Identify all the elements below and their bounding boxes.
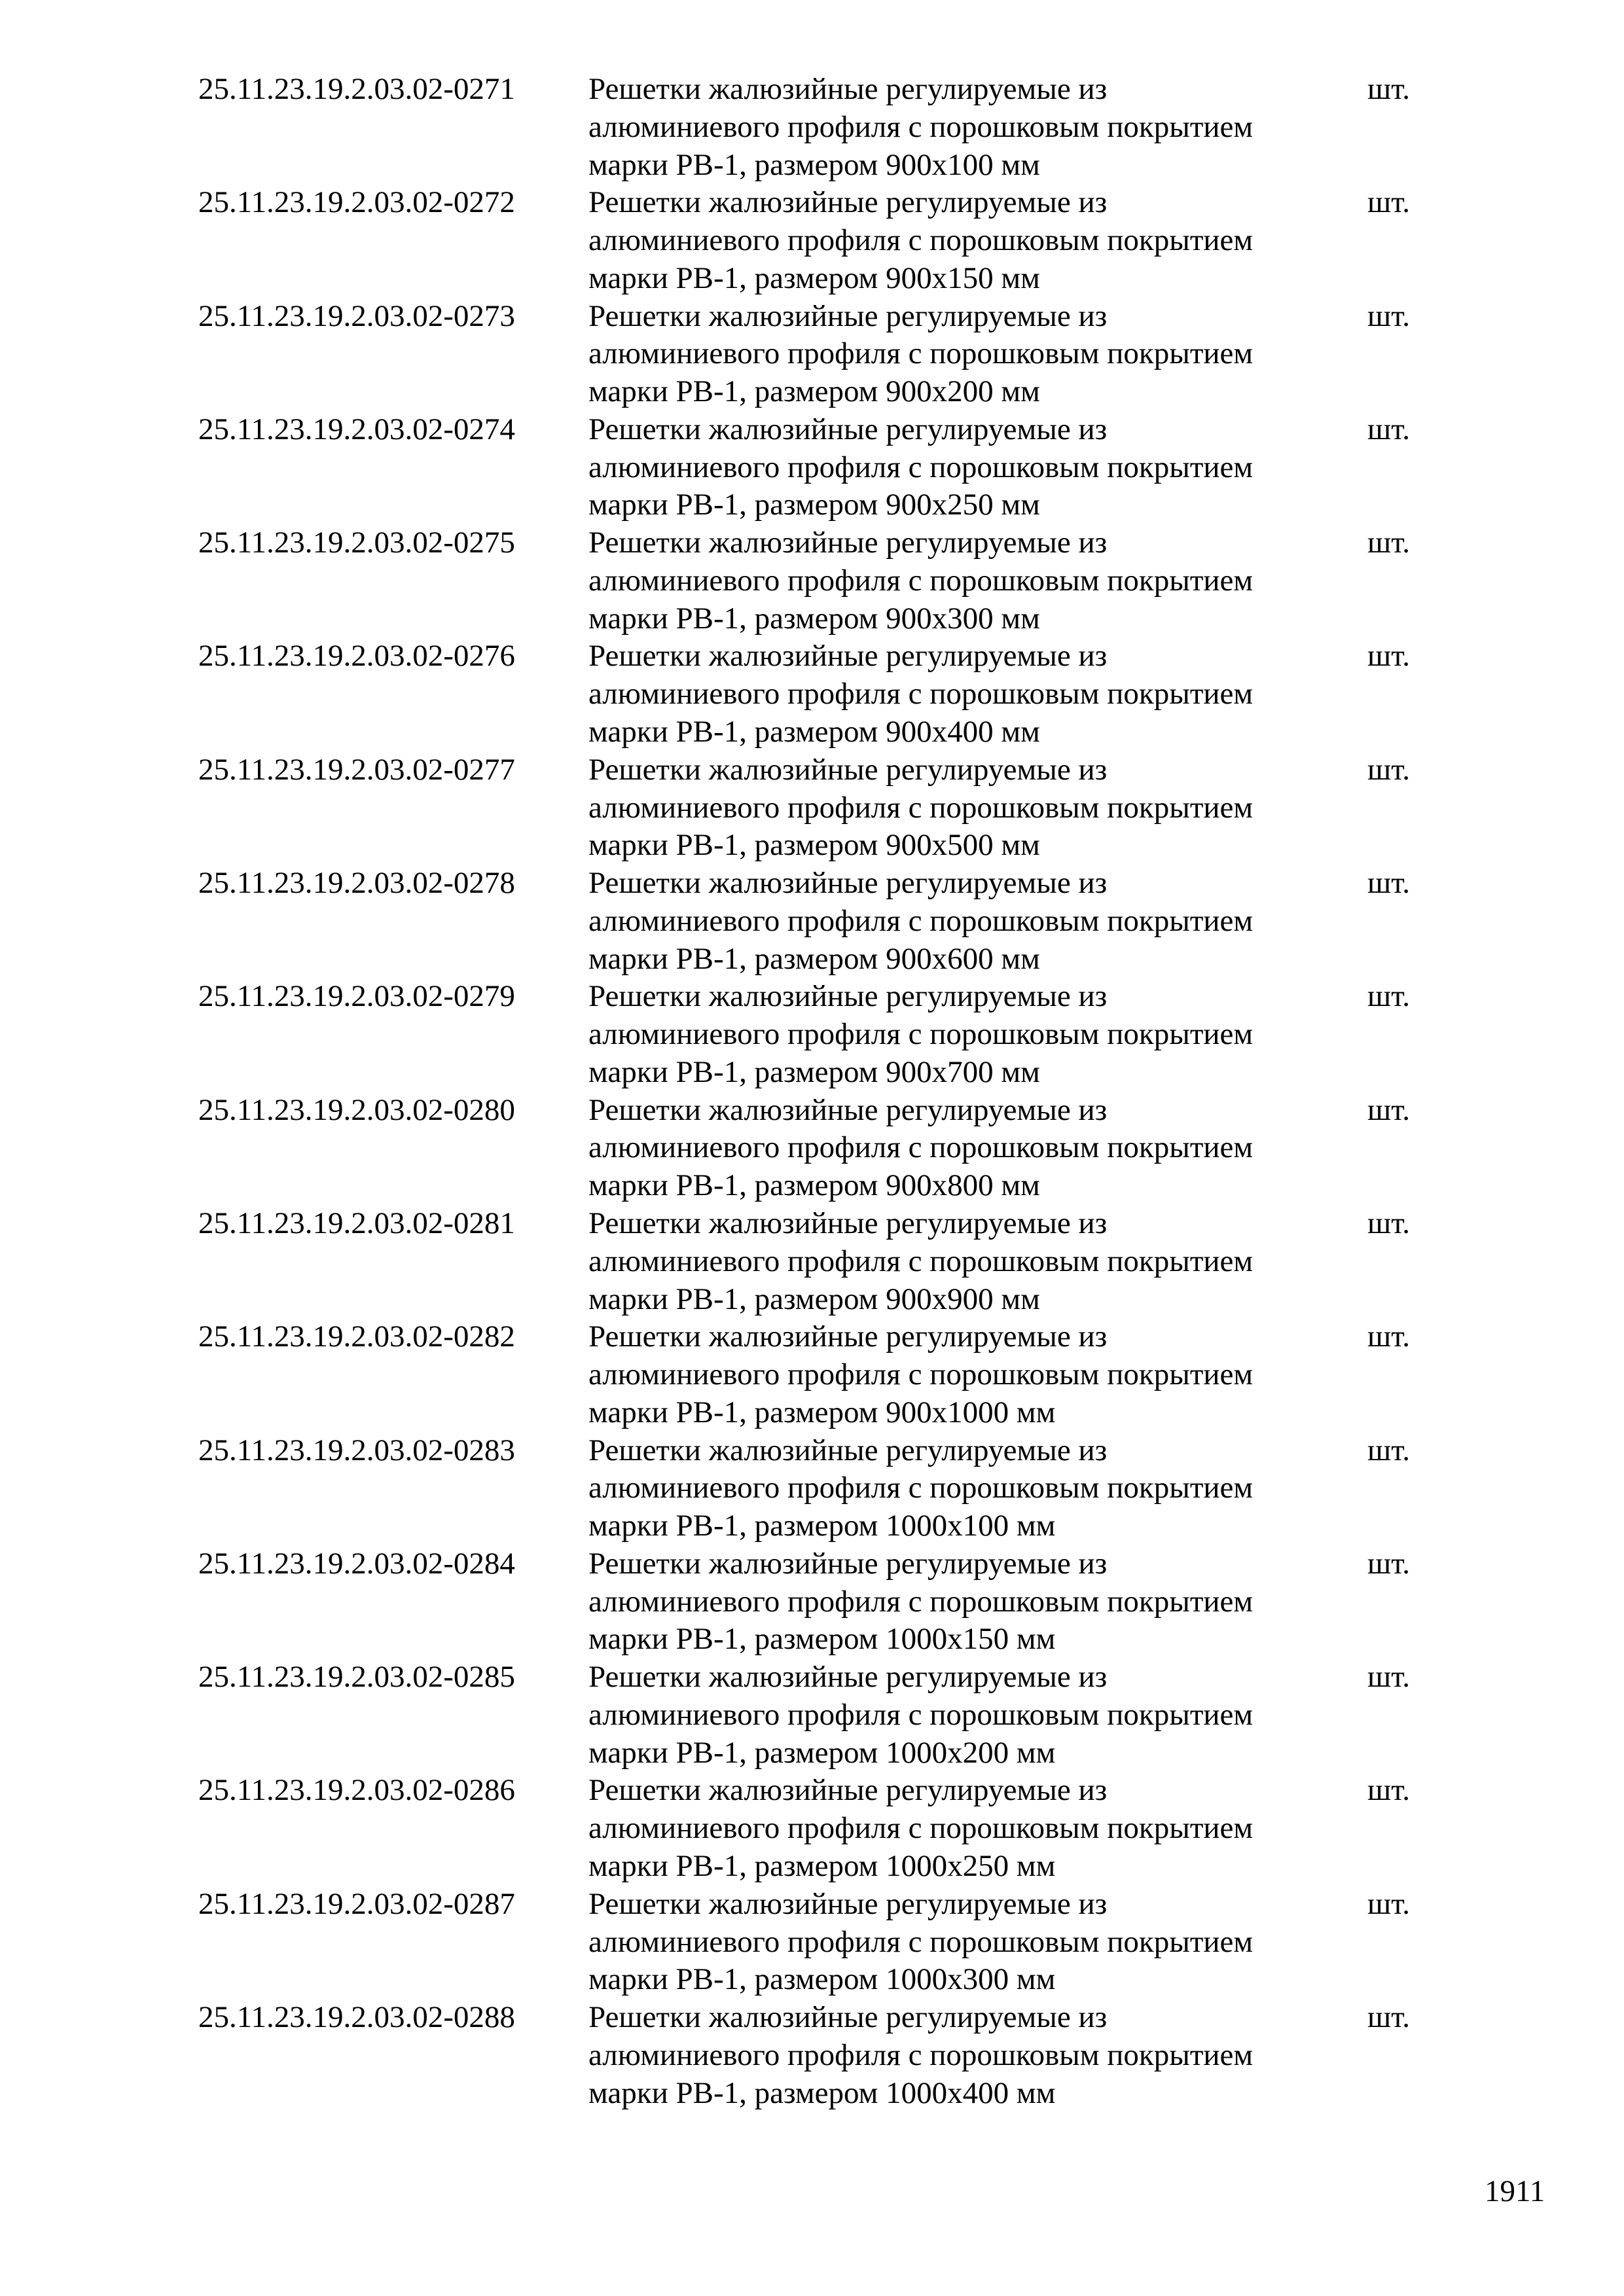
description-line: алюминиевого профиля с порошковым покрытием xyxy=(588,109,1254,144)
description-line: марки РВ-1, размером 1000х400 мм xyxy=(588,2075,1056,2110)
table-row xyxy=(0,1205,1624,1318)
resource-code: 25.11.23.19.2.03.02-0271 xyxy=(198,72,515,106)
resource-description xyxy=(588,1886,1341,1999)
unit-of-measure: шт. xyxy=(1367,866,1410,901)
resource-description xyxy=(588,1318,1341,1431)
description-line: алюминиевого профиля с порошковым покрытием xyxy=(588,1697,1254,1732)
description-line: марки РВ-1, размером 900х400 мм xyxy=(588,715,1040,749)
resource-code: 25.11.23.19.2.03.02-0272 xyxy=(198,185,515,220)
description-line: алюминиевого профиля с порошковым покрытием xyxy=(588,1584,1254,1619)
description-line: алюминиевого профиля с порошковым покрытием xyxy=(588,1244,1254,1278)
resource-code: 25.11.23.19.2.03.02-0278 xyxy=(198,866,515,901)
resource-description xyxy=(588,1545,1341,1659)
resource-code: 25.11.23.19.2.03.02-0281 xyxy=(198,1206,515,1240)
description-line: Решетки жалюзийные регулируемые из xyxy=(588,1433,1108,1467)
description-line: алюминиевого профиля с порошковым покрытием xyxy=(588,1017,1254,1052)
table-row xyxy=(0,1886,1624,1999)
resource-description xyxy=(588,1432,1341,1545)
unit-of-measure: шт. xyxy=(1367,72,1410,106)
resource-description xyxy=(588,524,1341,637)
description-line: Решетки жалюзийные регулируемые из xyxy=(588,979,1108,1014)
resource-description xyxy=(588,637,1341,751)
unit-of-measure: шт. xyxy=(1367,1886,1410,1921)
description-line: марки РВ-1, размером 900х200 мм xyxy=(588,374,1040,409)
description-line: алюминиевого профиля с порошковым покрытием xyxy=(588,1130,1254,1165)
resource-code: 25.11.23.19.2.03.02-0284 xyxy=(198,1546,515,1581)
unit-of-measure: шт. xyxy=(1367,639,1410,673)
description-line: Решетки жалюзийные регулируемые из xyxy=(588,72,1108,106)
price-list-table xyxy=(0,71,1624,2112)
table-row xyxy=(0,1999,1624,2112)
resource-code: 25.11.23.19.2.03.02-0288 xyxy=(198,2000,515,2035)
unit-of-measure: шт. xyxy=(1367,2000,1410,2035)
page-number: 1911 xyxy=(1485,2174,1545,2208)
resource-code: 25.11.23.19.2.03.02-0280 xyxy=(198,1092,515,1127)
resource-code: 25.11.23.19.2.03.02-0277 xyxy=(198,752,515,787)
description-line: марки РВ-1, размером 900х900 мм xyxy=(588,1282,1040,1316)
table-row xyxy=(0,1659,1624,1772)
description-line: алюминиевого профиля с порошковым покрытием xyxy=(588,2037,1254,2072)
description-line: марки РВ-1, размером 1000х100 мм xyxy=(588,1509,1056,1543)
resource-description xyxy=(588,978,1341,1091)
table-row xyxy=(0,637,1624,751)
table-row xyxy=(0,184,1624,297)
description-line: марки РВ-1, размером 1000х300 мм xyxy=(588,1962,1056,1997)
description-line: алюминиевого профиля с порошковым покрытием xyxy=(588,903,1254,938)
table-row xyxy=(0,411,1624,524)
resource-code: 25.11.23.19.2.03.02-0287 xyxy=(198,1886,515,1921)
resource-description xyxy=(588,411,1341,524)
description-line: марки РВ-1, размером 1000х200 мм xyxy=(588,1735,1056,1770)
unit-of-measure: шт. xyxy=(1367,1773,1410,1808)
description-line: марки РВ-1, размером 900х100 мм xyxy=(588,147,1040,182)
description-line: Решетки жалюзийные регулируемые из xyxy=(588,1660,1108,1695)
description-line: Решетки жалюзийные регулируемые из xyxy=(588,412,1108,446)
description-line: марки РВ-1, размером 1000х250 мм xyxy=(588,1849,1056,1884)
description-line: Решетки жалюзийные регулируемые из xyxy=(588,639,1108,673)
description-line: Решетки жалюзийные регулируемые из xyxy=(588,2000,1108,2035)
description-line: Решетки жалюзийные регулируемые из xyxy=(588,1206,1108,1240)
table-row xyxy=(0,978,1624,1091)
description-line: алюминиевого профиля с порошковым покрытием xyxy=(588,677,1254,711)
unit-of-measure: шт. xyxy=(1367,752,1410,787)
resource-code: 25.11.23.19.2.03.02-0273 xyxy=(198,298,515,333)
resource-code: 25.11.23.19.2.03.02-0275 xyxy=(198,526,515,560)
table-row xyxy=(0,1432,1624,1545)
resource-description xyxy=(588,184,1341,297)
unit-of-measure: шт. xyxy=(1367,526,1410,560)
description-line: Решетки жалюзийные регулируемые из xyxy=(588,298,1108,333)
table-row xyxy=(0,71,1624,184)
table-row xyxy=(0,1318,1624,1431)
unit-of-measure: шт. xyxy=(1367,298,1410,333)
description-line: марки РВ-1, размером 900х500 мм xyxy=(588,828,1040,863)
resource-description xyxy=(588,1659,1341,1772)
description-line: марки РВ-1, размером 1000х150 мм xyxy=(588,1622,1056,1657)
table-row xyxy=(0,298,1624,411)
unit-of-measure: шт. xyxy=(1367,185,1410,220)
resource-description xyxy=(588,1772,1341,1885)
description-line: алюминиевого профиля с порошковым покрытием xyxy=(588,1357,1254,1392)
description-line: алюминиевого профиля с порошковым покрытием xyxy=(588,1471,1254,1505)
resource-description xyxy=(588,1092,1341,1205)
description-line: марки РВ-1, размером 900х600 мм xyxy=(588,941,1040,976)
unit-of-measure: шт. xyxy=(1367,1660,1410,1695)
table-row xyxy=(0,1092,1624,1205)
unit-of-measure: шт. xyxy=(1367,1319,1410,1354)
description-line: алюминиевого профиля с порошковым покрытием xyxy=(588,563,1254,598)
table-row xyxy=(0,1772,1624,1885)
description-line: марки РВ-1, размером 900х700 мм xyxy=(588,1054,1040,1089)
description-line: Решетки жалюзийные регулируемые из xyxy=(588,866,1108,901)
description-line: Решетки жалюзийные регулируемые из xyxy=(588,1546,1108,1581)
description-line: Решетки жалюзийные регулируемые из xyxy=(588,752,1108,787)
resource-code: 25.11.23.19.2.03.02-0279 xyxy=(198,979,515,1014)
description-line: Решетки жалюзийные регулируемые из xyxy=(588,526,1108,560)
description-line: Решетки жалюзийные регулируемые из xyxy=(588,1886,1108,1921)
description-line: Решетки жалюзийные регулируемые из xyxy=(588,1773,1108,1808)
resource-code: 25.11.23.19.2.03.02-0286 xyxy=(198,1773,515,1808)
unit-of-measure: шт. xyxy=(1367,1546,1410,1581)
unit-of-measure: шт. xyxy=(1367,1092,1410,1127)
description-line: марки РВ-1, размером 900х800 мм xyxy=(588,1168,1040,1203)
resource-description xyxy=(588,865,1341,978)
description-line: алюминиевого профиля с порошковым покрытием xyxy=(588,450,1254,484)
unit-of-measure: шт. xyxy=(1367,979,1410,1014)
description-line: алюминиевого профиля с порошковым покрытием xyxy=(588,223,1254,258)
description-line: алюминиевого профиля с порошковым покрытием xyxy=(588,1924,1254,1959)
table-row xyxy=(0,1545,1624,1659)
resource-code: 25.11.23.19.2.03.02-0283 xyxy=(198,1433,515,1467)
unit-of-measure: шт. xyxy=(1367,412,1410,446)
description-line: марки РВ-1, размером 900х150 мм xyxy=(588,260,1040,295)
resource-code: 25.11.23.19.2.03.02-0276 xyxy=(198,639,515,673)
description-line: марки РВ-1, размером 900х1000 мм xyxy=(588,1395,1056,1429)
table-row xyxy=(0,524,1624,637)
unit-of-measure: шт. xyxy=(1367,1206,1410,1240)
description-line: Решетки жалюзийные регулируемые из xyxy=(588,1319,1108,1354)
table-row xyxy=(0,751,1624,865)
resource-code: 25.11.23.19.2.03.02-0282 xyxy=(198,1319,515,1354)
description-line: алюминиевого профиля с порошковым покрытием xyxy=(588,336,1254,371)
description-line: Решетки жалюзийные регулируемые из xyxy=(588,1092,1108,1127)
resource-code: 25.11.23.19.2.03.02-0285 xyxy=(198,1660,515,1695)
resource-description xyxy=(588,71,1341,184)
resource-code: 25.11.23.19.2.03.02-0274 xyxy=(198,412,515,446)
resource-description xyxy=(588,1205,1341,1318)
description-line: Решетки жалюзийные регулируемые из xyxy=(588,185,1108,220)
resource-description xyxy=(588,1999,1341,2112)
unit-of-measure: шт. xyxy=(1367,1433,1410,1467)
description-line: марки РВ-1, размером 900х250 мм xyxy=(588,488,1040,522)
resource-description xyxy=(588,751,1341,865)
description-line: алюминиевого профиля с порошковым покрытием xyxy=(588,1811,1254,1846)
table-row xyxy=(0,865,1624,978)
description-line: марки РВ-1, размером 900х300 мм xyxy=(588,601,1040,636)
resource-description xyxy=(588,298,1341,411)
description-line: алюминиевого профиля с порошковым покрытием xyxy=(588,790,1254,825)
